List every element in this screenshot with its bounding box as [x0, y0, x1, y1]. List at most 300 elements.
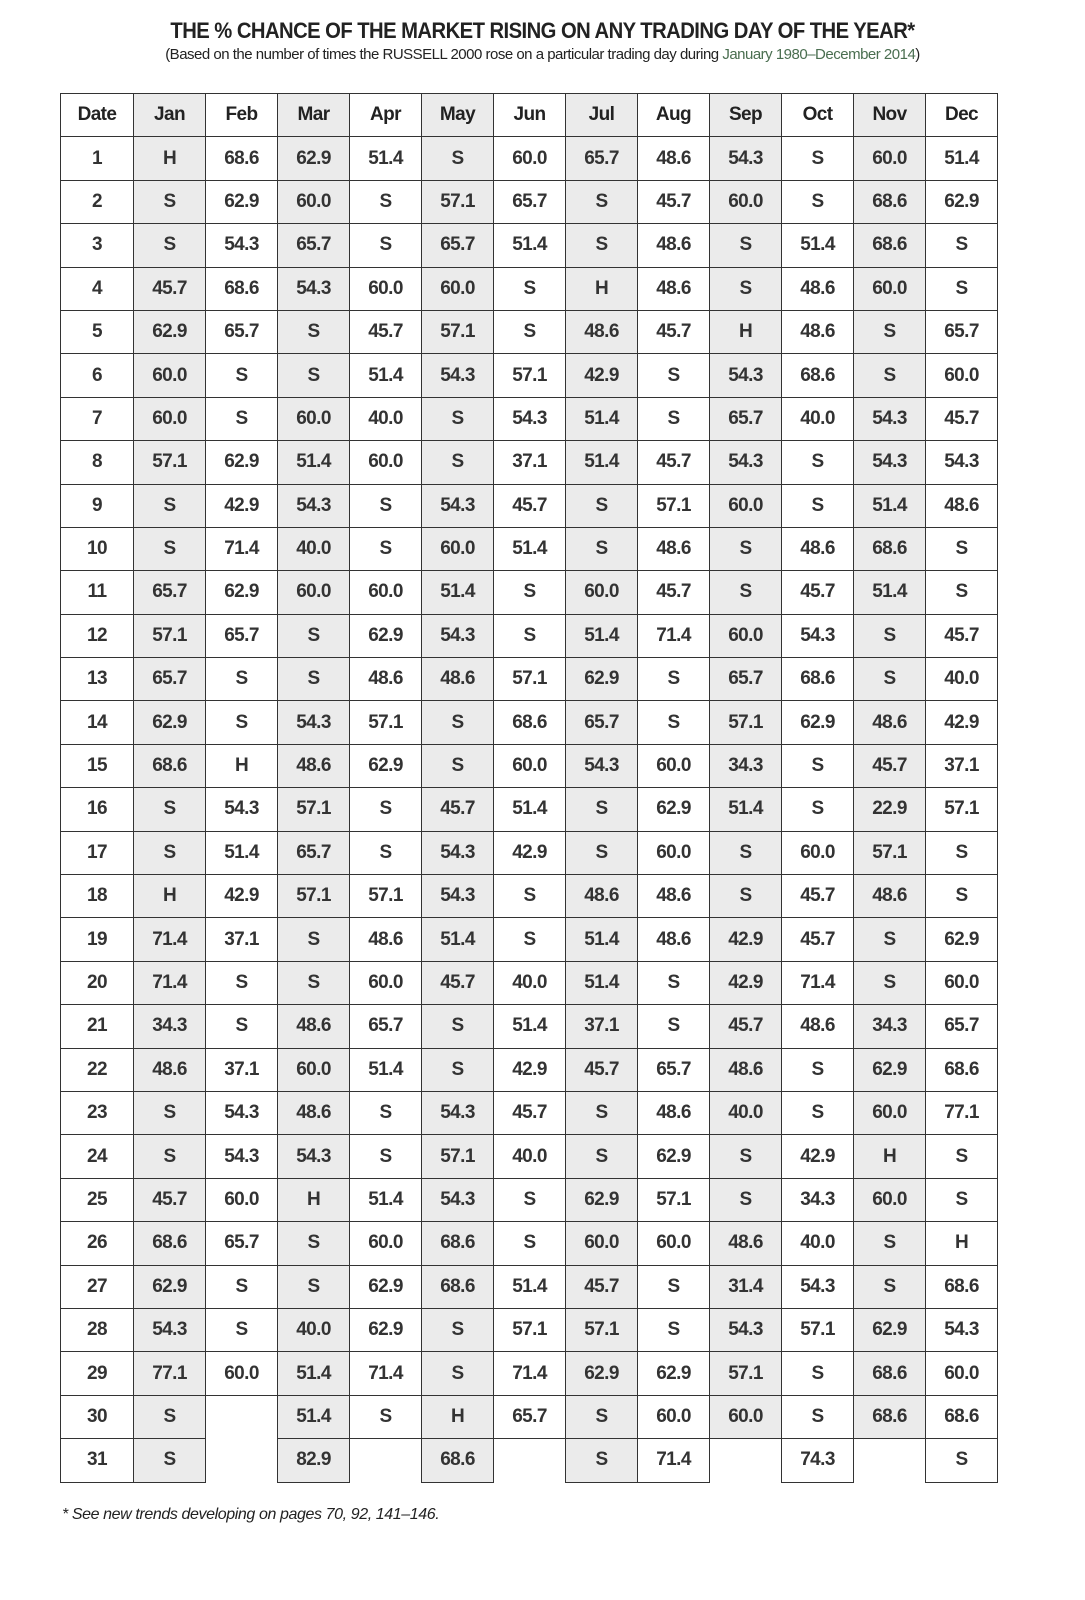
- value-cell: 54.3: [278, 267, 350, 310]
- value-cell: S: [278, 918, 350, 961]
- value-cell: 48.6: [638, 1091, 710, 1134]
- value-cell: S: [206, 1308, 278, 1351]
- value-cell: S: [422, 1048, 494, 1091]
- value-cell: 60.0: [350, 441, 422, 484]
- table-row: [61, 961, 998, 1004]
- value-cell: 51.4: [350, 1178, 422, 1221]
- value-cell: 54.3: [278, 484, 350, 527]
- value-cell: 42.9: [566, 354, 638, 397]
- value-cell: S: [278, 614, 350, 657]
- value-cell: 77.1: [926, 1091, 998, 1134]
- value-cell: 48.6: [926, 484, 998, 527]
- value-cell: S: [638, 1308, 710, 1351]
- table-row: [61, 614, 998, 657]
- value-cell: 45.7: [638, 571, 710, 614]
- value-cell: S: [278, 658, 350, 701]
- value-cell: 60.0: [710, 1395, 782, 1438]
- value-cell: S: [782, 1048, 854, 1091]
- value-cell: 65.7: [278, 224, 350, 267]
- value-cell: 48.6: [278, 1091, 350, 1134]
- date-cell: 24: [61, 1135, 134, 1178]
- value-cell: 40.0: [278, 527, 350, 570]
- value-cell: 51.4: [710, 788, 782, 831]
- value-cell: S: [134, 831, 206, 874]
- value-cell: 60.0: [134, 354, 206, 397]
- value-cell: 51.4: [494, 224, 566, 267]
- value-cell: 71.4: [638, 614, 710, 657]
- value-cell: 34.3: [854, 1005, 926, 1048]
- value-cell: 51.4: [566, 397, 638, 440]
- value-cell: 57.1: [494, 354, 566, 397]
- value-cell: 65.7: [494, 1395, 566, 1438]
- value-cell: 48.6: [638, 527, 710, 570]
- value-cell: 62.9: [206, 441, 278, 484]
- date-cell: 26: [61, 1222, 134, 1265]
- value-cell: 82.9: [278, 1439, 350, 1482]
- value-cell: 48.6: [278, 744, 350, 787]
- value-cell: 51.4: [422, 571, 494, 614]
- value-cell: S: [926, 224, 998, 267]
- value-cell: 22.9: [854, 788, 926, 831]
- table-row: [61, 1091, 998, 1134]
- value-cell: 68.6: [422, 1265, 494, 1308]
- value-cell: 65.7: [566, 137, 638, 180]
- value-cell: 60.0: [278, 180, 350, 223]
- value-cell: S: [494, 918, 566, 961]
- value-cell: 65.7: [350, 1005, 422, 1048]
- column-header-may: May: [422, 94, 494, 137]
- value-cell: 62.9: [854, 1048, 926, 1091]
- value-cell: S: [566, 1091, 638, 1134]
- value-cell: 57.1: [350, 701, 422, 744]
- value-cell: 60.0: [638, 831, 710, 874]
- value-cell: S: [854, 1222, 926, 1265]
- value-cell: S: [926, 267, 998, 310]
- value-cell: 68.6: [926, 1048, 998, 1091]
- value-cell: S: [854, 658, 926, 701]
- date-cell: 30: [61, 1395, 134, 1438]
- value-cell: 57.1: [926, 788, 998, 831]
- value-cell: S: [350, 180, 422, 223]
- value-cell: S: [350, 1395, 422, 1438]
- column-header-nov: Nov: [854, 94, 926, 137]
- date-cell: 8: [61, 441, 134, 484]
- value-cell: S: [494, 267, 566, 310]
- subtitle-date-range: January 1980–December 2014: [722, 46, 916, 63]
- value-cell: 51.4: [494, 527, 566, 570]
- value-cell: 54.3: [782, 1265, 854, 1308]
- value-cell: 48.6: [782, 527, 854, 570]
- value-cell: 62.9: [206, 180, 278, 223]
- value-cell: 45.7: [782, 571, 854, 614]
- table-row: [61, 527, 998, 570]
- value-cell: 45.7: [710, 1005, 782, 1048]
- header-row: [61, 94, 998, 137]
- value-cell: H: [278, 1178, 350, 1221]
- value-cell: 51.4: [278, 1395, 350, 1438]
- value-cell: 45.7: [638, 310, 710, 353]
- value-cell: 62.9: [926, 918, 998, 961]
- value-cell: S: [854, 1265, 926, 1308]
- value-cell: 62.9: [854, 1308, 926, 1351]
- value-cell: 54.3: [422, 614, 494, 657]
- column-header-jan: Jan: [134, 94, 206, 137]
- value-cell: 57.1: [278, 788, 350, 831]
- value-cell: S: [350, 224, 422, 267]
- value-cell: 54.3: [710, 441, 782, 484]
- table-row: [61, 137, 998, 180]
- value-cell: 54.3: [422, 484, 494, 527]
- value-cell: 65.7: [638, 1048, 710, 1091]
- value-cell: 48.6: [782, 267, 854, 310]
- value-cell: S: [854, 918, 926, 961]
- value-cell: 62.9: [566, 1352, 638, 1395]
- value-cell: 62.9: [638, 1352, 710, 1395]
- value-cell: S: [206, 701, 278, 744]
- value-cell: 68.6: [782, 658, 854, 701]
- value-cell: 40.0: [782, 397, 854, 440]
- value-cell: 54.3: [926, 1308, 998, 1351]
- date-cell: 6: [61, 354, 134, 397]
- value-cell: 48.6: [638, 918, 710, 961]
- value-cell: 68.6: [134, 1222, 206, 1265]
- date-cell: 2: [61, 180, 134, 223]
- table-row: [61, 484, 998, 527]
- value-cell: S: [710, 267, 782, 310]
- value-cell: 45.7: [566, 1265, 638, 1308]
- value-cell: 62.9: [350, 1308, 422, 1351]
- value-cell: 60.0: [782, 831, 854, 874]
- value-cell: 54.3: [422, 354, 494, 397]
- table-row: [61, 1395, 998, 1438]
- empty-cell: [494, 1439, 566, 1482]
- value-cell: 48.6: [854, 875, 926, 918]
- value-cell: S: [494, 571, 566, 614]
- value-cell: 60.0: [710, 614, 782, 657]
- value-cell: 48.6: [278, 1005, 350, 1048]
- value-cell: 65.7: [710, 397, 782, 440]
- value-cell: S: [350, 788, 422, 831]
- value-cell: 51.4: [782, 224, 854, 267]
- date-cell: 15: [61, 744, 134, 787]
- value-cell: S: [566, 788, 638, 831]
- value-cell: S: [422, 397, 494, 440]
- value-cell: 57.1: [710, 1352, 782, 1395]
- value-cell: 60.0: [566, 571, 638, 614]
- value-cell: 48.6: [854, 701, 926, 744]
- value-cell: 71.4: [134, 918, 206, 961]
- value-cell: S: [206, 961, 278, 1004]
- value-cell: 62.9: [350, 614, 422, 657]
- value-cell: 60.0: [926, 1352, 998, 1395]
- value-cell: 31.4: [710, 1265, 782, 1308]
- value-cell: S: [782, 788, 854, 831]
- date-cell: 12: [61, 614, 134, 657]
- value-cell: 48.6: [638, 267, 710, 310]
- value-cell: H: [854, 1135, 926, 1178]
- subtitle: [0, 46, 1085, 63]
- value-cell: 60.0: [494, 744, 566, 787]
- value-cell: S: [566, 1395, 638, 1438]
- value-cell: 71.4: [494, 1352, 566, 1395]
- value-cell: S: [422, 441, 494, 484]
- date-cell: 5: [61, 310, 134, 353]
- value-cell: S: [854, 961, 926, 1004]
- value-cell: S: [206, 397, 278, 440]
- value-cell: 65.7: [494, 180, 566, 223]
- value-cell: 57.1: [134, 614, 206, 657]
- value-cell: 45.7: [350, 310, 422, 353]
- value-cell: 62.9: [350, 744, 422, 787]
- value-cell: 62.9: [206, 571, 278, 614]
- table-row: [61, 571, 998, 614]
- value-cell: 62.9: [134, 701, 206, 744]
- value-cell: S: [710, 1135, 782, 1178]
- value-cell: S: [854, 354, 926, 397]
- value-cell: S: [782, 1091, 854, 1134]
- value-cell: 71.4: [638, 1439, 710, 1482]
- value-cell: S: [926, 831, 998, 874]
- value-cell: 48.6: [134, 1048, 206, 1091]
- value-cell: 60.0: [638, 1222, 710, 1265]
- column-header-oct: Oct: [782, 94, 854, 137]
- value-cell: 40.0: [350, 397, 422, 440]
- value-cell: 60.0: [206, 1178, 278, 1221]
- value-cell: 57.1: [638, 484, 710, 527]
- value-cell: S: [926, 1135, 998, 1178]
- table-row: [61, 744, 998, 787]
- value-cell: 54.3: [422, 1178, 494, 1221]
- value-cell: S: [278, 1265, 350, 1308]
- value-cell: 51.4: [494, 1005, 566, 1048]
- value-cell: 60.0: [566, 1222, 638, 1265]
- value-cell: S: [638, 1005, 710, 1048]
- value-cell: S: [566, 527, 638, 570]
- value-cell: 60.0: [926, 961, 998, 1004]
- value-cell: 68.6: [206, 137, 278, 180]
- column-header-sep: Sep: [710, 94, 782, 137]
- value-cell: 60.0: [854, 137, 926, 180]
- value-cell: S: [782, 441, 854, 484]
- value-cell: 34.3: [782, 1178, 854, 1221]
- value-cell: 57.1: [710, 701, 782, 744]
- table-row: [61, 875, 998, 918]
- value-cell: 65.7: [278, 831, 350, 874]
- table-row: [61, 1005, 998, 1048]
- value-cell: 60.0: [350, 1222, 422, 1265]
- value-cell: 68.6: [134, 744, 206, 787]
- value-cell: 45.7: [494, 1091, 566, 1134]
- value-cell: S: [134, 788, 206, 831]
- value-cell: 42.9: [494, 831, 566, 874]
- value-cell: 60.0: [854, 267, 926, 310]
- value-cell: H: [926, 1222, 998, 1265]
- value-cell: 65.7: [206, 614, 278, 657]
- value-cell: 34.3: [134, 1005, 206, 1048]
- value-cell: 65.7: [422, 224, 494, 267]
- value-cell: 48.6: [638, 137, 710, 180]
- value-cell: 51.4: [494, 788, 566, 831]
- value-cell: 45.7: [782, 918, 854, 961]
- value-cell: 40.0: [494, 1135, 566, 1178]
- value-cell: S: [134, 1135, 206, 1178]
- value-cell: S: [422, 701, 494, 744]
- table-row: [61, 788, 998, 831]
- value-cell: 45.7: [422, 961, 494, 1004]
- value-cell: S: [494, 875, 566, 918]
- value-cell: S: [134, 484, 206, 527]
- date-cell: 10: [61, 527, 134, 570]
- value-cell: S: [350, 831, 422, 874]
- table-row: [61, 310, 998, 353]
- table-row: [61, 354, 998, 397]
- value-cell: S: [566, 1135, 638, 1178]
- table-row: [61, 1222, 998, 1265]
- column-header-jul: Jul: [566, 94, 638, 137]
- value-cell: 65.7: [206, 1222, 278, 1265]
- value-cell: 68.6: [854, 1395, 926, 1438]
- page-title: THE % CHANCE OF THE MARKET RISING ON ANY TRADING DAY OF THE YEAR*: [170, 18, 915, 43]
- value-cell: 57.1: [422, 180, 494, 223]
- date-cell: 28: [61, 1308, 134, 1351]
- value-cell: 40.0: [926, 658, 998, 701]
- value-cell: S: [422, 1308, 494, 1351]
- value-cell: S: [638, 1265, 710, 1308]
- value-cell: 54.3: [710, 137, 782, 180]
- value-cell: 42.9: [926, 701, 998, 744]
- value-cell: S: [134, 1439, 206, 1482]
- value-cell: 51.4: [350, 354, 422, 397]
- value-cell: 77.1: [134, 1352, 206, 1395]
- value-cell: 40.0: [278, 1308, 350, 1351]
- column-header-aug: Aug: [638, 94, 710, 137]
- subtitle-close: ): [915, 46, 920, 63]
- value-cell: S: [638, 397, 710, 440]
- value-cell: 57.1: [638, 1178, 710, 1221]
- date-cell: 23: [61, 1091, 134, 1134]
- value-cell: 57.1: [278, 875, 350, 918]
- table-row: [61, 1135, 998, 1178]
- value-cell: 54.3: [494, 397, 566, 440]
- table-row: [61, 1439, 998, 1482]
- value-cell: 51.4: [854, 484, 926, 527]
- value-cell: 54.3: [854, 441, 926, 484]
- value-cell: H: [134, 137, 206, 180]
- value-cell: 65.7: [134, 658, 206, 701]
- value-cell: 54.3: [710, 354, 782, 397]
- value-cell: S: [638, 961, 710, 1004]
- value-cell: 37.1: [206, 1048, 278, 1091]
- value-cell: 65.7: [926, 1005, 998, 1048]
- table-row: [61, 918, 998, 961]
- value-cell: S: [710, 527, 782, 570]
- date-cell: 22: [61, 1048, 134, 1091]
- value-cell: 68.6: [926, 1395, 998, 1438]
- value-cell: S: [350, 527, 422, 570]
- value-cell: 62.9: [134, 1265, 206, 1308]
- date-cell: 11: [61, 571, 134, 614]
- value-cell: S: [710, 831, 782, 874]
- value-cell: 57.1: [134, 441, 206, 484]
- empty-cell: [206, 1439, 278, 1482]
- table-row: [61, 831, 998, 874]
- value-cell: 62.9: [350, 1265, 422, 1308]
- value-cell: 71.4: [134, 961, 206, 1004]
- value-cell: 51.4: [278, 1352, 350, 1395]
- value-cell: 48.6: [782, 310, 854, 353]
- value-cell: H: [566, 267, 638, 310]
- value-cell: 62.9: [782, 701, 854, 744]
- value-cell: S: [710, 224, 782, 267]
- value-cell: 37.1: [566, 1005, 638, 1048]
- value-cell: S: [350, 1135, 422, 1178]
- table-row: [61, 224, 998, 267]
- table-row: [61, 658, 998, 701]
- value-cell: 45.7: [926, 397, 998, 440]
- value-cell: 60.0: [350, 571, 422, 614]
- date-cell: 25: [61, 1178, 134, 1221]
- value-cell: 42.9: [782, 1135, 854, 1178]
- date-cell: 3: [61, 224, 134, 267]
- value-cell: 42.9: [710, 961, 782, 1004]
- value-cell: S: [350, 1091, 422, 1134]
- value-cell: S: [134, 1395, 206, 1438]
- value-cell: 68.6: [854, 1352, 926, 1395]
- value-cell: S: [206, 658, 278, 701]
- value-cell: 68.6: [494, 701, 566, 744]
- value-cell: 51.4: [854, 571, 926, 614]
- date-cell: 1: [61, 137, 134, 180]
- value-cell: 62.9: [566, 1178, 638, 1221]
- date-cell: 19: [61, 918, 134, 961]
- table-row: [61, 1308, 998, 1351]
- table-row: [61, 267, 998, 310]
- trading-day-table: [60, 93, 998, 1483]
- value-cell: 60.0: [206, 1352, 278, 1395]
- value-cell: 51.4: [494, 1265, 566, 1308]
- footnote: * See new trends developing on pages 70, 92, 141–146.: [62, 1506, 440, 1523]
- table-row: [61, 397, 998, 440]
- value-cell: 62.9: [134, 310, 206, 353]
- empty-cell: [854, 1439, 926, 1482]
- value-cell: 45.7: [782, 875, 854, 918]
- value-cell: 45.7: [638, 441, 710, 484]
- value-cell: S: [134, 224, 206, 267]
- value-cell: 51.4: [350, 1048, 422, 1091]
- value-cell: S: [710, 571, 782, 614]
- value-cell: 54.3: [422, 831, 494, 874]
- value-cell: 45.7: [854, 744, 926, 787]
- table-row: [61, 1048, 998, 1091]
- value-cell: 48.6: [782, 1005, 854, 1048]
- value-cell: S: [350, 484, 422, 527]
- value-cell: 62.9: [638, 1135, 710, 1178]
- value-cell: 45.7: [926, 614, 998, 657]
- table-row: [61, 1352, 998, 1395]
- value-cell: S: [926, 571, 998, 614]
- value-cell: 48.6: [710, 1222, 782, 1265]
- value-cell: 57.1: [782, 1308, 854, 1351]
- value-cell: S: [926, 1439, 998, 1482]
- value-cell: 57.1: [422, 1135, 494, 1178]
- column-header-apr: Apr: [350, 94, 422, 137]
- value-cell: S: [278, 1222, 350, 1265]
- value-cell: 60.0: [854, 1091, 926, 1134]
- value-cell: S: [854, 310, 926, 353]
- date-cell: 21: [61, 1005, 134, 1048]
- value-cell: 54.3: [206, 224, 278, 267]
- value-cell: 54.3: [422, 875, 494, 918]
